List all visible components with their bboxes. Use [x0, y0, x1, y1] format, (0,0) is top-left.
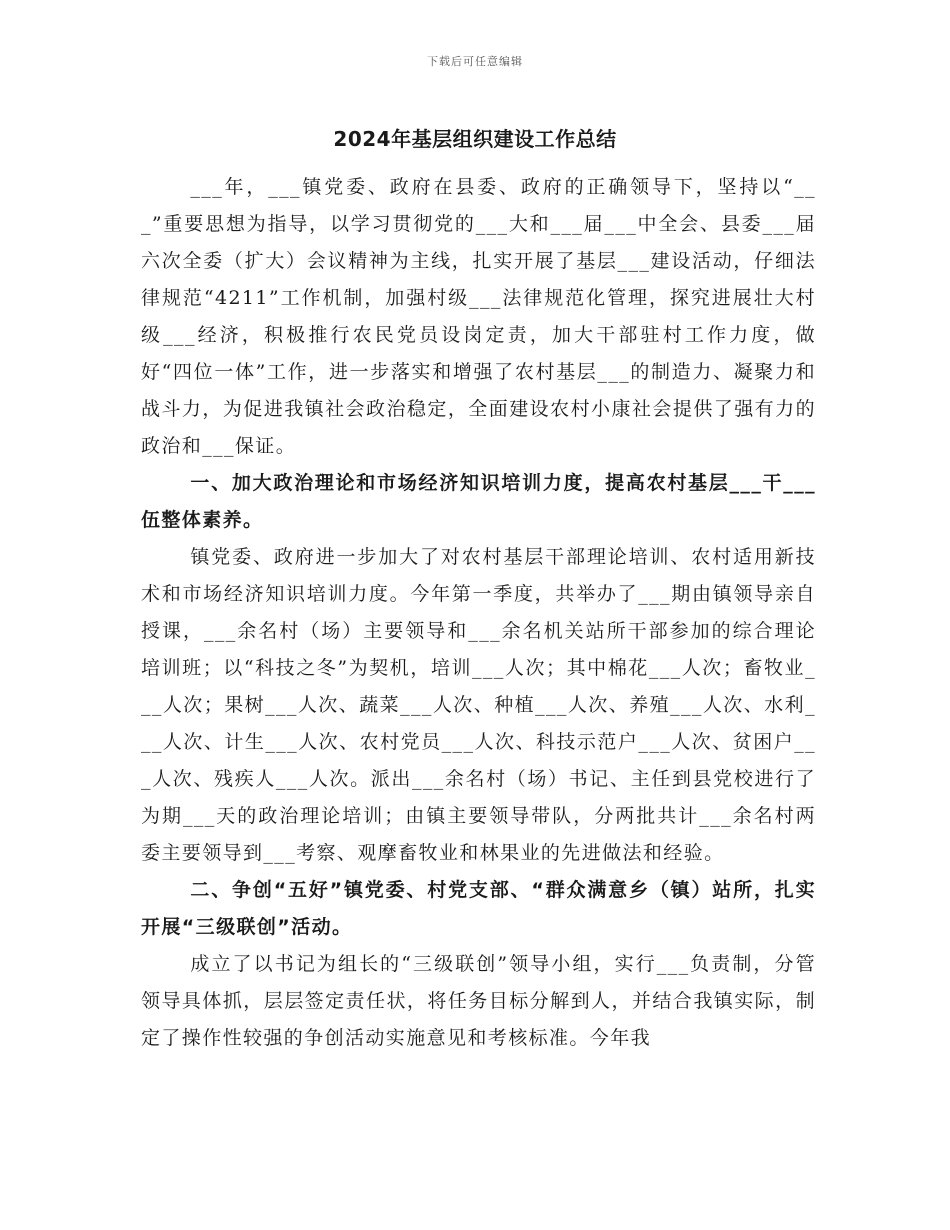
document-title: 2024年基层组织建设工作总结	[333, 127, 617, 151]
section-heading-1: 一、加大政治理论和市场经济知识培训力度，提高农村基层___干___伍整体素养。	[141, 472, 816, 531]
section-1-paragraph: 镇党委、政府进一步加大了对农村基层干部理论培训、农村适用新技术和市场经济知识培训力度。今年第一季度，共举办了___期由镇领导亲自授课，___余名村（场）主要领导和___余名机关站所干部参加的综合理论培训班；以“科技之冬”为契机，培训___人次；其中棉花___人次；畜牧业___人次；果树___人次、蔬菜___人次、种植___人次、养殖___人次、水利___人次、计生___人次、农村党员___人次、科技示范户___人次、贫困户___人次、残疾人___人次。派出___余名村（场）书记、主任到县党校进行了为期___天的政治理论培训；由镇主要领导带队，分两批共计___余名村两委主要领导到___考察、观摩畜牧业和林果业的先进做法和经验。	[141, 546, 816, 864]
document-body	[141, 169, 816, 1057]
section-heading-2: 二、争创“五好”镇党委、村党支部、“群众满意乡（镇）站所，扎实开展“三级联创”活动。	[141, 879, 816, 938]
intro-paragraph: ___年，___镇党委、政府在县委、政府的正确领导下，坚持以“___”重要思想为指导，以学习贯彻党的___大和___届___中全会、县委___届六次全委（扩大）会议精神为主线，扎实开展了基层___建设活动，仔细法律规范“4211”工作机制，加强村级___法律规范化管理，探究进展壮大村级___经济，积极推行农民党员设岗定责，加大干部驻村工作力度，做好“四位一体”工作，进一步落实和增强了农村基层___的制造力、凝聚力和战斗力，为促进我镇社会政治稳定，全面建设农村小康社会提供了强有力的政治和___保证。	[141, 176, 816, 457]
header-note: 下载后可任意编辑	[427, 55, 523, 68]
section-2-paragraph: 成立了以书记为组长的“三级联创”领导小组，实行___负责制，分管领导具体抓，层层签定责任状，将任务目标分解到人，并结合我镇实际，制定了操作性较强的争创活动实施意见和考核标准。今年我	[141, 953, 816, 1049]
